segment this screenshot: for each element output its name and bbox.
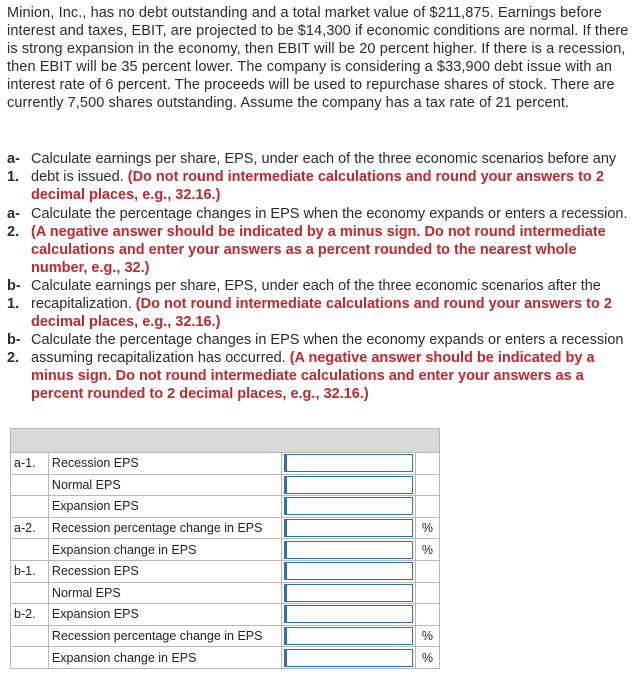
row-section-label: [11, 582, 49, 604]
answer-cell: [282, 582, 416, 604]
question-label: b- 2.: [7, 332, 21, 367]
unit-label: %: [415, 647, 439, 669]
answer-cell: [282, 625, 416, 647]
row-section-label: b-2.: [11, 604, 49, 626]
unit-label: [415, 474, 439, 496]
row-section-label: [11, 496, 49, 518]
table-row: [11, 496, 440, 518]
row-label: Expansion EPS: [48, 496, 281, 518]
answer-input[interactable]: [284, 627, 413, 645]
question-text: Calculate the percentage changes in EPS when the economy expands or enters a recession.: [31, 206, 628, 222]
row-label: Normal EPS: [48, 474, 281, 496]
unit-label: [415, 560, 439, 582]
question-note: (Do not round intermediate calculations and round your answers to 2 decimal places, e.g., 32.16.): [31, 169, 604, 204]
row-label: Normal EPS: [48, 582, 281, 604]
unit-label: %: [415, 539, 439, 561]
answer-cell: [282, 560, 416, 582]
answer-cell: [282, 604, 416, 626]
question-text: Calculate the percentage changes in EPS when the economy expands or enters a recession assuming recapitalization has occurred.: [31, 332, 624, 367]
unit-label: [415, 496, 439, 518]
answer-cell: [282, 539, 416, 561]
question-text: Calculate earnings per share, EPS, under each of the three economic scenarios after the recapitalization.: [31, 278, 601, 313]
table-row: [11, 474, 440, 496]
question-body: [31, 331, 631, 403]
answer-input[interactable]: [284, 454, 413, 472]
unit-label: [415, 604, 439, 626]
answer-cell: [282, 496, 416, 518]
table-row: [11, 647, 440, 669]
row-label: Recession percentage change in EPS: [48, 517, 281, 539]
question-label: a- 2.: [7, 206, 20, 241]
answer-cell: [282, 474, 416, 496]
problem-statement: Minion, Inc., has no debt outstanding and a total market value of $211,875. Earnings before interest and taxes, EBIT, are projected to be $14,300 if economic conditions are normal. If there is strong expansion in the economy, then EBIT will be 20 percent higher. If there is a recession, then EBIT will be 35 percent lower. The company is considering a $33,900 debt issue with an interest rate of 6 percent. The proceeds will be used to repurchase shares of stock. There are currently 7,500 shares outstanding. Assume the company has a tax rate of 21 percent.: [7, 5, 629, 112]
row-section-label: a-2.: [11, 517, 49, 539]
unit-label: [415, 453, 439, 475]
row-section-label: a-1.: [11, 453, 49, 475]
table-row: [11, 604, 440, 626]
answer-input[interactable]: [284, 605, 413, 623]
table-row: [11, 517, 440, 539]
answer-input[interactable]: [284, 497, 413, 515]
row-label: Recession EPS: [48, 560, 281, 582]
unit-label: [415, 582, 439, 604]
question-body: [31, 205, 631, 277]
answer-cell: [282, 453, 416, 475]
unit-label: %: [415, 625, 439, 647]
table-row: [11, 582, 440, 604]
row-label: Expansion change in EPS: [48, 539, 281, 561]
answer-input[interactable]: [284, 519, 413, 537]
row-label: Recession percentage change in EPS: [48, 625, 281, 647]
row-section-label: [11, 625, 49, 647]
table-row: [11, 539, 440, 561]
answer-input[interactable]: [284, 649, 413, 667]
answer-cell: [282, 517, 416, 539]
question-note: (A negative answer should be indicated by a minus sign. Do not round intermediate calculations and enter your answers as a percent rounded to the nearest whole number, e.g., 32.): [31, 224, 606, 277]
row-label: Expansion EPS: [48, 604, 281, 626]
row-section-label: [11, 539, 49, 561]
row-section-label: [11, 647, 49, 669]
answer-cell: [282, 647, 416, 669]
table-header-cell: [11, 429, 440, 453]
question-note: (Do not round intermediate calculations and round your answers to 2 decimal places, e.g., 32.16.): [31, 296, 612, 331]
question-note: (A negative answer should be indicated by a minus sign. Do not round intermediate calculations and enter your answers as a percent rounded to 2 decimal places, e.g., 32.16.): [31, 350, 595, 403]
answer-input[interactable]: [284, 584, 413, 602]
table-row: [11, 625, 440, 647]
unit-label: %: [415, 517, 439, 539]
answer-input[interactable]: [284, 541, 413, 559]
table-row: [11, 453, 440, 475]
question-label: b- 1.: [7, 278, 21, 313]
table-row: [11, 560, 440, 582]
row-label: Expansion change in EPS: [48, 647, 281, 669]
answer-table: [10, 428, 440, 669]
row-label: Recession EPS: [48, 453, 281, 475]
question-body: [31, 277, 631, 331]
row-section-label: [11, 474, 49, 496]
answer-input[interactable]: [284, 562, 413, 580]
question-body: [31, 150, 631, 204]
table-header-row: [11, 429, 440, 453]
row-section-label: b-1.: [11, 560, 49, 582]
answer-input[interactable]: [284, 476, 413, 494]
question-text: Calculate earnings per share, EPS, under each of the three economic scenarios before any debt is issued.: [31, 151, 617, 186]
question-label: a-1.: [7, 151, 20, 186]
answer-rows: [11, 453, 440, 669]
